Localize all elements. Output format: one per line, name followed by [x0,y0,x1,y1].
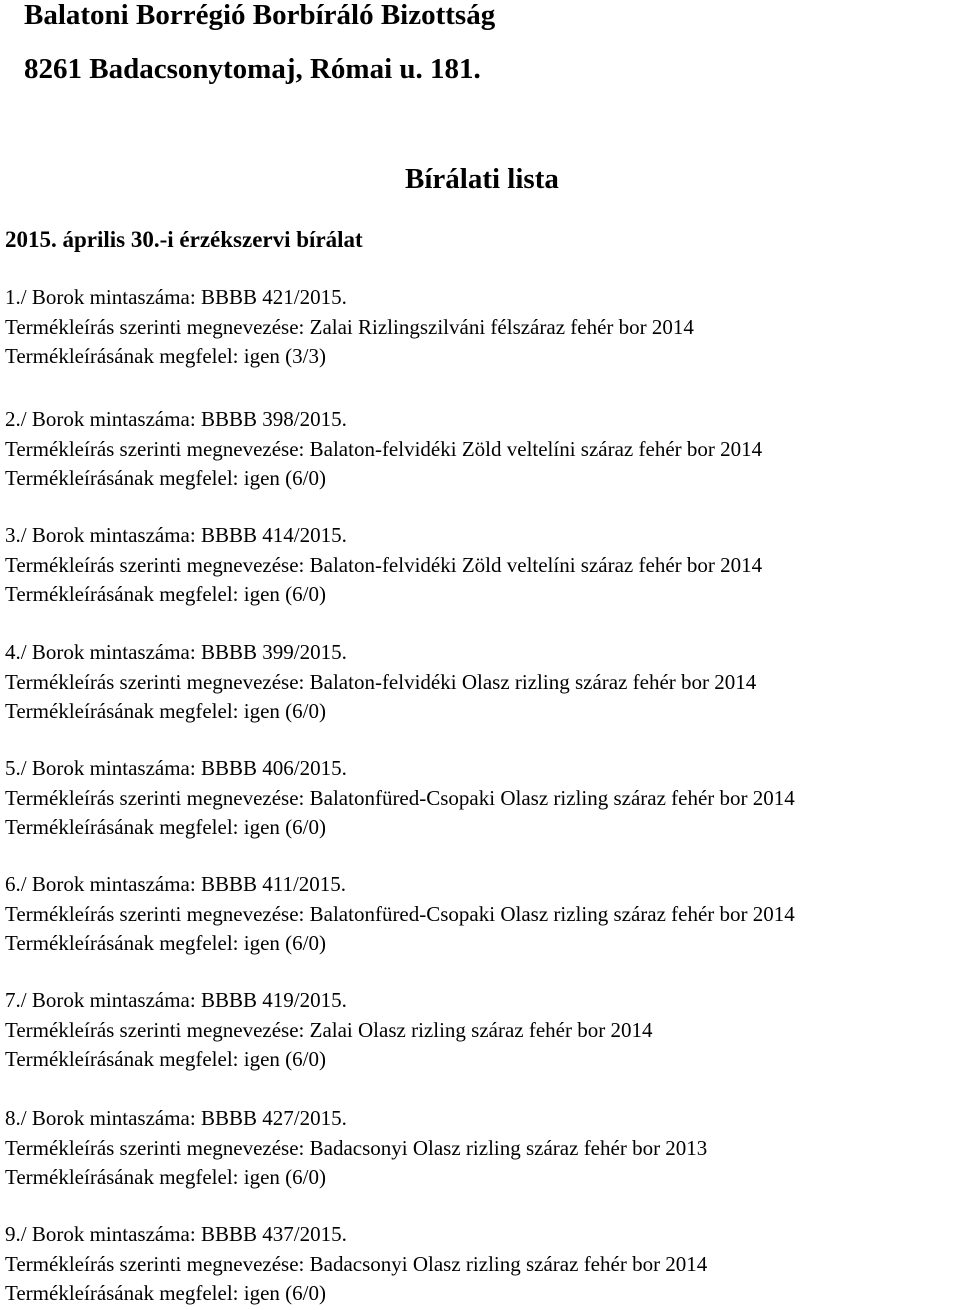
sample-id: / Borok mintaszáma: BBBB 427/2015. [20,1106,347,1130]
conformity-result: Termékleírásának megfelel: igen (3/3) [5,344,326,368]
entry-number: 2. [5,407,21,431]
evaluation-date: 2015. április 30.-i érzékszervi bírálat [5,227,363,252]
wine-entry [5,1220,707,1309]
organization-name: Balatoni Borrégió Borbíráló Bizottság [24,0,496,31]
product-name: Termékleírás szerinti megnevezése: Balatonfüred-Csopaki Olasz rizling száraz fehér bor 2014 [5,901,795,926]
entry-number: 3. [5,523,21,547]
sample-id: / Borok mintaszáma: BBBB 406/2015. [20,756,347,780]
product-name: Termékleírás szerinti megnevezése: Balaton-felvidéki Zöld veltelíni száraz fehér bor 2014 [5,552,763,577]
wine-entry [5,986,652,1075]
wine-entry [5,870,795,959]
sample-id: / Borok mintaszáma: BBBB 398/2015. [20,407,347,431]
conformity-result: Termékleírásának megfelel: igen (6/0) [5,815,326,839]
wine-entry [5,521,762,610]
sample-number-line [5,1104,707,1134]
entry-number: 9. [5,1222,21,1246]
product-name: Termékleírás szerinti megnevezése: Balaton-felvidéki Zöld veltelíni száraz fehér bor 2014 [5,436,763,461]
sample-id: / Borok mintaszáma: BBBB 421/2015. [20,285,347,309]
sample-number-line [5,870,795,900]
product-name: Termékleírás szerinti megnevezése: Zalai Olasz rizling száraz fehér bor 2014 [5,1017,653,1042]
entry-number: 1. [5,285,21,309]
sample-number-line [5,754,795,784]
wine-entry [5,1104,707,1193]
conformity-result: Termékleírásának megfelel: igen (6/0) [5,699,326,723]
wine-entry [5,283,694,372]
sample-id: / Borok mintaszáma: BBBB 419/2015. [20,988,347,1012]
sample-id: / Borok mintaszáma: BBBB 411/2015. [20,872,347,896]
product-name: Termékleírás szerinti megnevezése: Balaton-felvidéki Olasz rizling száraz fehér bor 2014 [5,669,757,694]
entry-number: 5. [5,756,21,780]
sample-number-line [5,986,652,1016]
product-name: Termékleírás szerinti megnevezése: Zalai Rizlingszilváni félszáraz fehér bor 2014 [5,314,694,339]
sample-number-line [5,405,762,435]
product-name: Termékleírás szerinti megnevezése: Badacsonyi Olasz rizling száraz fehér bor 2013 [5,1135,708,1160]
wine-entry [5,405,762,494]
entry-number: 7. [5,988,21,1012]
product-name: Termékleírás szerinti megnevezése: Badacsonyi Olasz rizling száraz fehér bor 2014 [5,1251,708,1276]
conformity-result: Termékleírásának megfelel: igen (6/0) [5,1047,326,1071]
conformity-result: Termékleírásának megfelel: igen (6/0) [5,582,326,606]
sample-id: / Borok mintaszáma: BBBB 414/2015. [20,523,347,547]
wine-entry [5,754,795,843]
sample-id: / Borok mintaszáma: BBBB 399/2015. [20,640,347,664]
entry-number: 8. [5,1106,21,1130]
sample-number-line [5,283,694,313]
sample-number-line [5,1220,707,1250]
sample-id: / Borok mintaszáma: BBBB 437/2015. [20,1222,347,1246]
conformity-result: Termékleírásának megfelel: igen (6/0) [5,1165,326,1189]
product-name: Termékleírás szerinti megnevezése: Balatonfüred-Csopaki Olasz rizling száraz fehér bor 2014 [5,785,795,810]
organization-address: 8261 Badacsonytomaj, Római u. 181. [24,53,481,85]
sample-number-line [5,521,762,551]
entry-number: 6. [5,872,21,896]
sample-number-line [5,638,756,668]
wine-entry [5,638,756,727]
conformity-result: Termékleírásának megfelel: igen (6/0) [5,931,326,955]
entry-number: 4. [5,640,21,664]
document-title: Bírálati lista [405,163,559,195]
conformity-result: Termékleírásának megfelel: igen (6/0) [5,1281,326,1305]
conformity-result: Termékleírásának megfelel: igen (6/0) [5,466,326,490]
